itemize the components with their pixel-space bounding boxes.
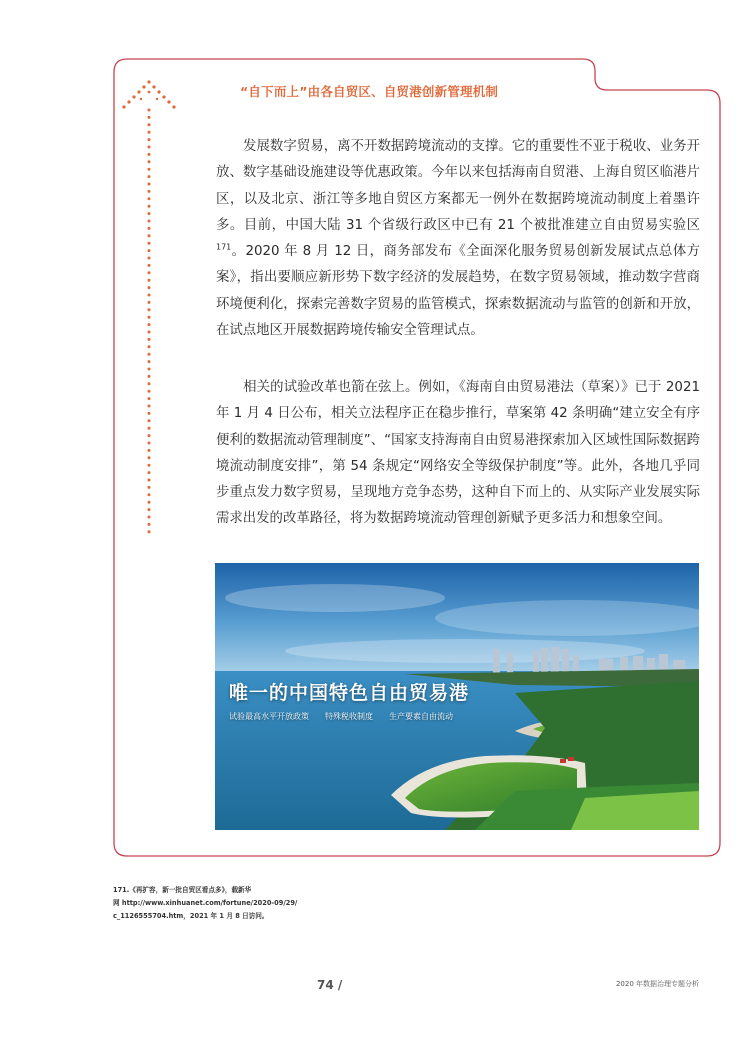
footnote-line: 171.《再扩容，新一批自贸区看点多》，载新华 (113, 886, 252, 894)
photo-tag: 特殊税收制度 (325, 712, 373, 721)
body-paragraph-2: 相关的试验改革也箭在弦上。例如，《海南自由贸易港法（草案）》已于 2021 年 1 月 4 日公布，相关立法程序正在稳步推行，草案第 42 条明确“建立安全有序便利的数据流动管理制度”、“国家支持海南自由贸易港探索加入区域性国际数据跨境流动制度安排”，第 54 条规定“网络安全等级保护制度”等。此外，各地几乎同步重点发力数字贸易，呈现地方竞争态势，这种自下而上的、从实际产业发展实际需求出发的改革路径，将为数据跨境流动管理创新赋予更多活力和想象空间。 (216, 380, 700, 527)
photo-headline: 唯一的中国特色自由贸易港 (229, 682, 470, 704)
footnote-line[interactable]: 网 http://www.xinhuanet.com/fortune/2020-09/29/ (113, 899, 298, 907)
photo-tag: 生产要素自由流动 (389, 712, 453, 721)
photo-tag: 试验最高水平开放政策 (229, 712, 309, 721)
footnote (113, 884, 313, 923)
body-paragraph-1: 发展数字贸易，离不开数据跨境流动的支撑。它的重要性不亚于税收、业务开放、数字基础设施建设等优惠政策。今年以来包括海南自贸港、上海自贸区临港片区，以及北京、浙江等多地自贸区方案都无一例外在数据跨境流动制度上着墨许多。目前，中国大陆 31 个省级行政区中已有 21 个被批准建立自由贸易实验区 $^{171}$。2020 年 8 月 12 日，商务部发布《全面深化服务贸易创新发展试点总体方案》，指出要顺应新形势下数字经济的发展趋势，在数字贸易领域，推动数字营商环境便利化，探索完善数字贸易的监管模式，探索数据流动与监管的创新和开放，在试点地区开展数据跨境传输安全管理试点。 (216, 139, 700, 339)
dotted-arrow-icon (117, 76, 181, 546)
port-photo (215, 563, 699, 830)
report-name: 2020 年数据治理专题分析 (615, 980, 699, 988)
photo-tags (229, 711, 453, 722)
page-number: 74 / (317, 978, 343, 992)
section-title: “自下而上”由各自贸区、自贸港创新管理机制 (240, 84, 499, 99)
footnote-line: c_1126555704.htm，2021 年 1 月 8 日访问。 (113, 912, 269, 920)
footnote-ref[interactable]: 171 (216, 242, 232, 252)
